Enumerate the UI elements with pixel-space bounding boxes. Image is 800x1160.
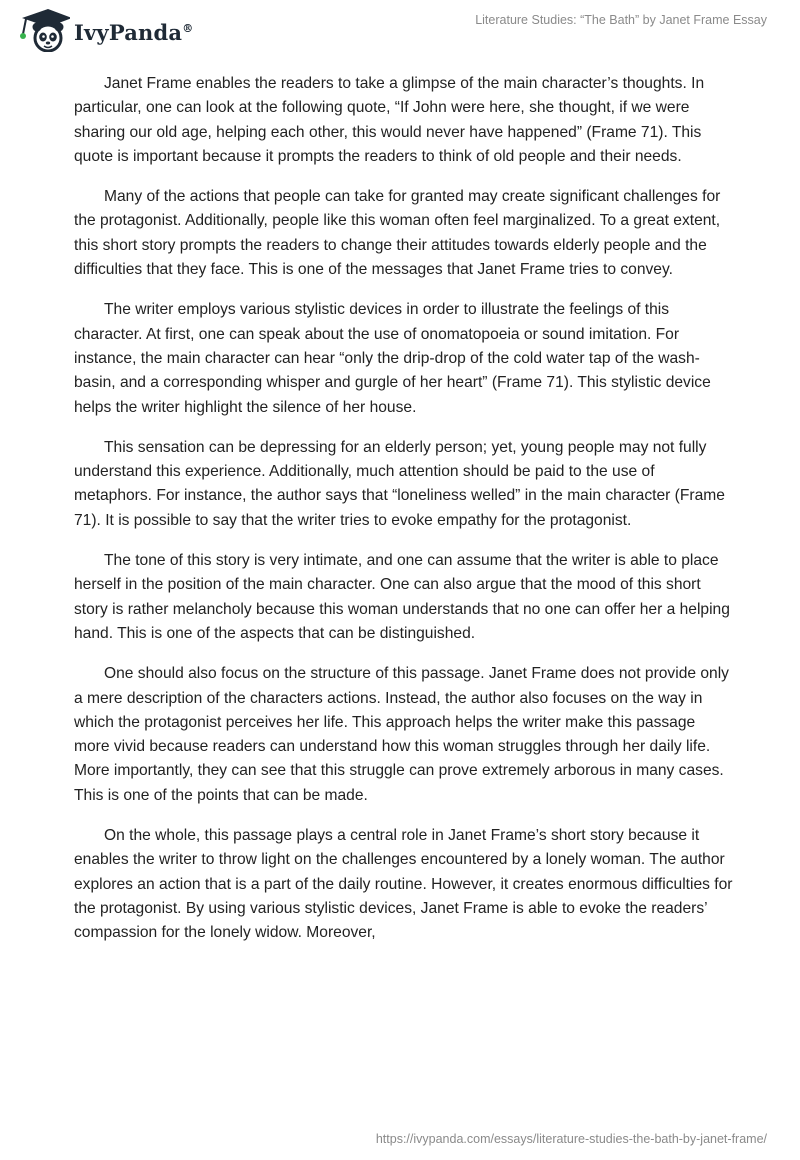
essay-body (74, 72, 734, 962)
source-url-link[interactable]: https://ivypanda.com/essays/literature-studies-the-bath-by-janet-frame/ (375, 1132, 767, 1146)
document-title: Literature Studies: “The Bath” by Janet Frame Essay (475, 13, 767, 27)
paragraph: On the whole, this passage plays a central role in Janet Frame’s short story because it enables the writer to throw light on the challenges encountered by a lonely woman. The author explores an action that is a part of the daily routine. However, it creates enormous difficulties for the protagonist. By using various stylistic devices, Janet Frame is able to evoke the readers’ compassion for the lonely widow. Moreover, (74, 827, 733, 942)
paragraph: Many of the actions that people can take for granted may create significant challenges for the protagonist. Additionally, people like this woman often feel marginalized. To a great extent, this short story prompts the readers to change their attitudes towards elderly people and the difficulties that they face. This is one of the messages that Janet Frame tries to convey. (74, 188, 721, 279)
paragraph: Janet Frame enables the readers to take a glimpse of the main character’s thoughts. In particular, one can look at the following quote, “If John were here, she thought, if we were sharing our old age, helping each other, this would never have happened” (Frame 71). This quote is important because it prompts the readers to think of old people and their needs. (74, 75, 705, 165)
registered-mark: ® (182, 21, 194, 35)
brand-logo[interactable] (14, 8, 193, 52)
page-header (0, 0, 800, 60)
paragraph: One should also focus on the structure of this passage. Janet Frame does not provide only a mere description of the characters actions. Instead, the author also focuses on the way in which the protagonist perceives her life. This approach helps the writer make this passage more vivid because readers can understand how this woman struggles through her daily life. More importantly, they can see that this struggle can prove extremely arborous in many cases. This is one of the points that can be made. (74, 665, 729, 804)
brand-name: IvyPanda® (74, 19, 194, 45)
panda-graduation-cap-icon (14, 8, 70, 52)
paragraph: The writer employs various stylistic devices in order to illustrate the feelings of this character. At first, one can speak about the use of onomatopoeia or sound imitation. For instance, the main character can hear “only the drip-drop of the cold water tap of the wash-basin, and a corresponding whisper and gurgle of her heart” (Frame 71). This stylistic device helps the writer highlight the silence of her house. (74, 301, 711, 416)
paragraph: The tone of this story is very intimate, and one can assume that the writer is able to place herself in the position of the main character. One can also argue that the mood of this short story is rather melancholy because this woman understands that no one can offer her a helping hand. This is one of the aspects that can be distinguished. (74, 552, 730, 642)
paragraph: This sensation can be depressing for an elderly person; yet, young people may not fully understand this experience. Additionally, much attention should be paid to the use of metaphors. For instance, the author says that “loneliness welled” in the main character (Frame 71). It is possible to say that the writer tries to evoke empathy for the protagonist. (74, 438, 725, 529)
